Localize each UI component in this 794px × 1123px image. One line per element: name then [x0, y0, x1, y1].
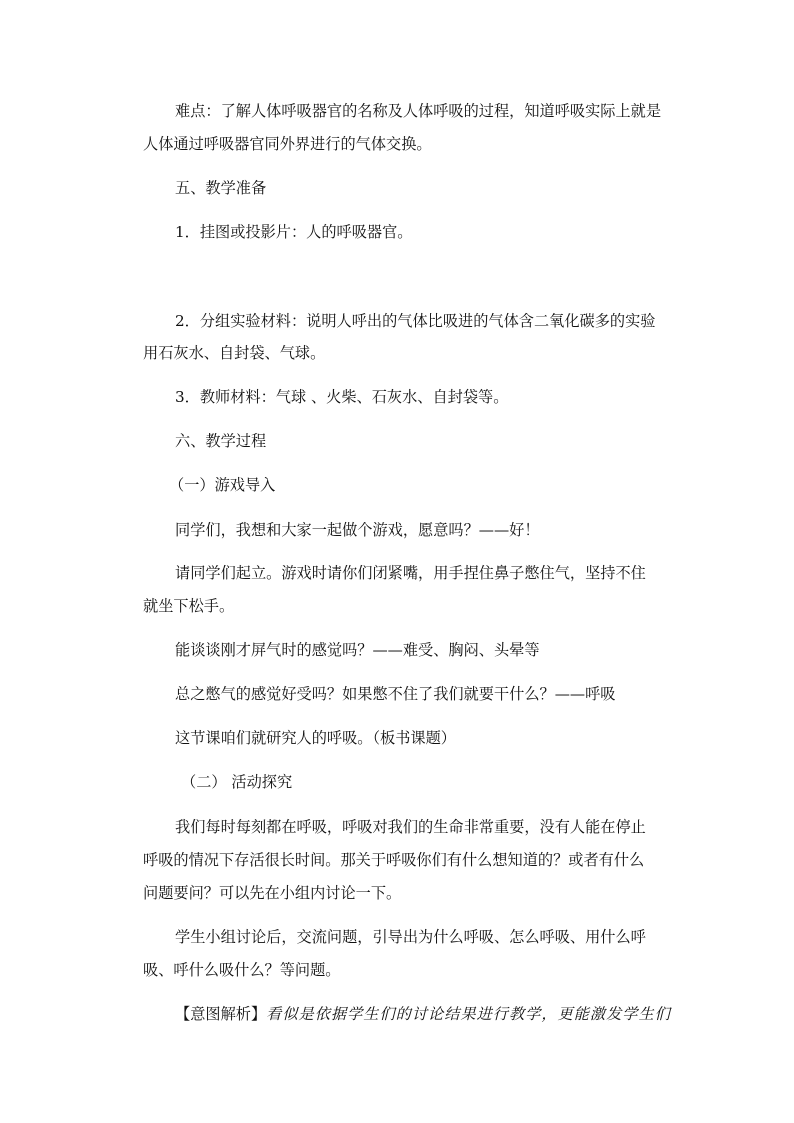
paragraph-discussion-line-2: 吸、呼什么吸什么？等问题。	[143, 961, 341, 979]
section-heading-process: 六、教学过程	[175, 432, 267, 450]
subsection-heading-game: （一）游戏导入	[169, 476, 276, 494]
paragraph-game-invite: 同学们，我想和大家一起做个游戏，愿意吗？——好！	[175, 521, 540, 539]
paragraph-breathe: 总之憋气的感觉好受吗？如果憋不住了我们就要干什么？——呼吸	[175, 685, 616, 703]
paragraph-feeling: 能谈谈刚才屏气时的感觉吗？——难受、胸闷、头晕等	[175, 641, 540, 659]
list-item-2-line-2: 用石灰水、自封袋、气球。	[143, 344, 326, 362]
intent-analysis-text: 看似是依据学生们的讨论结果进行教学，更能激发学生们	[266, 1005, 671, 1023]
list-item-1: 1．挂图或投影片：人的呼吸器官。	[175, 223, 413, 241]
paragraph-difficulty-line-2: 人体通过呼吸器官同外界进行的气体交换。	[143, 135, 432, 153]
paragraph-game-rules-line-1: 请同学们起立。游戏时请你们闭紧嘴，用手捏住鼻子憋住气，坚持不住	[175, 564, 646, 582]
paragraph-difficulty-line-1: 难点：了解人体呼吸器官的名称及人体呼吸的过程，知道呼吸实际上就是	[175, 102, 661, 120]
paragraph-discussion-line-1: 学生小组讨论后，交流问题，引导出为什么呼吸、怎么呼吸、用什么呼	[175, 928, 646, 946]
paragraph-explore-line-2: 呼吸的情况下存活很长时间。那关于呼吸你们有什么想知道的？或者有什么	[143, 851, 645, 869]
paragraph-topic: 这节课咱们就研究人的呼吸。（板书课题）	[175, 729, 456, 747]
section-heading-preparation: 五、教学准备	[175, 179, 267, 197]
list-item-3: 3．教师材料：气球 、火柴、石灰水、自封袋等。	[175, 388, 509, 406]
paragraph-explore-line-3: 问题要问？可以先在小组内讨论一下。	[143, 884, 402, 902]
paragraph-intent-analysis	[175, 1004, 715, 1024]
subsection-heading-explore: （二） 活动探究	[181, 773, 293, 791]
paragraph-game-rules-line-2: 就坐下松手。	[143, 597, 235, 615]
intent-analysis-label: 【意图解析】	[175, 1005, 267, 1023]
paragraph-explore-line-1: 我们每时每刻都在呼吸，呼吸对我们的生命非常重要，没有人能在停止	[175, 818, 646, 836]
list-item-2-line-1: 2．分组实验材料：说明人呼出的气体比吸进的气体含二氧化碳多的实验	[175, 312, 656, 330]
